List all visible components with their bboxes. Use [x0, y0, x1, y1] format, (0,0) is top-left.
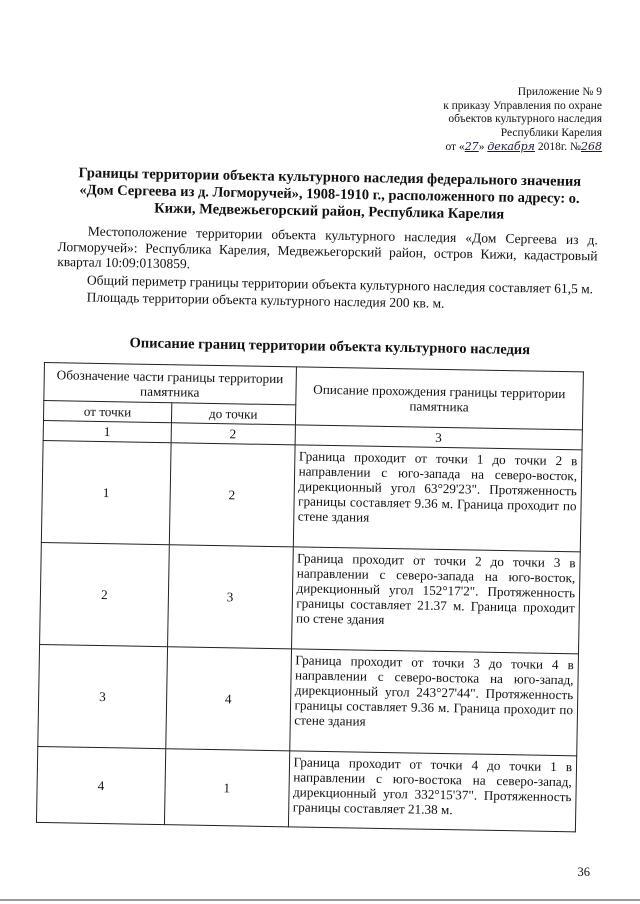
from-point-cell: 4: [36, 746, 165, 824]
table-row: [36, 746, 576, 831]
annex-date-year: 2018г. №: [537, 141, 581, 153]
annex-number: 268: [581, 140, 602, 153]
paragraph: Площадь территории объекта культурного наследия 200 кв. м.: [86, 289, 445, 311]
table-row: [41, 440, 582, 551]
document-body: [57, 223, 598, 316]
column-number: 1: [43, 420, 171, 442]
from-point-cell: 1: [41, 440, 171, 544]
annex-line: Приложение № 9: [517, 86, 602, 98]
document-title: Границы территории объекта культурного наследия федерального значения «Дом Сергеева из д. Логморучей», 1908-1910 г., расположенного по адресу: о. Кижи, Медвежьегорский район, Республика Карелия: [78, 165, 582, 223]
column-number: 3: [295, 425, 583, 450]
description-cell: Граница проходит от точки 1 до точки 2 в направлении с юго-запада на северо-восток, дирекционный угол 63°29'23". Протяженность границы составляет 9.36 м. Граница проходит по стене здания: [293, 445, 582, 552]
description-cell: Граница проходит от точки 4 до точки 1 в направлении с юго-востока на северо-запад, дирекционный угол 332°15'37". Протяженность границы составляет 21.38 м.: [288, 751, 577, 832]
paragraph: Местоположение территории объекта культурного наследия «Дом Сергеева из д. Логморучей»: Республика Карелия, Медвежьегорский район, остров Кижи, кадастровый квартал 10:09:0130859.: [57, 223, 598, 272]
annex-date-line: [382, 140, 602, 155]
from-point-cell: 2: [40, 542, 170, 646]
paragraph: Общий периметр границы территории объекта культурного наследия составляет 61,5 м.: [86, 272, 594, 296]
description-cell: Граница проходит от точки 3 до точки 4 в направлении с северо-востока на юго-запад, дирекционный угол 243°27'44". Протяженность границы составляет 9.36 м. Граница проходит по стене здания: [289, 649, 578, 756]
to-point-cell: 4: [166, 647, 292, 751]
annex-block: [382, 86, 602, 155]
header-group: Обозначение части границы территории памятника: [44, 363, 296, 405]
from-point-cell: 3: [38, 644, 168, 748]
header-description: Описание прохождения границы территории памятника: [295, 367, 583, 430]
annex-date-mid: »: [478, 141, 485, 153]
to-point-cell: 1: [164, 749, 289, 827]
annex-line: Республики Карелия: [500, 126, 602, 139]
annex-date-day: 27: [464, 140, 479, 153]
table-row: [38, 644, 579, 755]
boundaries-table: [36, 362, 584, 832]
page-number: 36: [577, 865, 590, 879]
annex-line: объектов культурного наследия: [448, 113, 602, 125]
table-title: Описание границ территории объекта культурного наследия: [129, 335, 531, 359]
annex-line: к приказу Управления по охране: [443, 99, 602, 112]
column-number: 2: [171, 423, 295, 445]
to-point-cell: 3: [167, 545, 293, 649]
annex-date-prefix: от «: [445, 141, 465, 153]
annex-date-month: декабря: [487, 140, 535, 153]
header-from-point: от точки: [43, 401, 171, 423]
bottom-divider: [0, 899, 640, 901]
to-point-cell: 2: [169, 443, 295, 547]
table-row: [40, 542, 581, 653]
description-cell: Граница проходит от точки 2 до точки 3 в направлении с северо-запада на юго-восток, дирекционный угол 152°17'2". Протяженность границы составляет 21.37 м. Граница проходит по стене здания: [291, 547, 580, 654]
header-to-point: до точки: [171, 403, 295, 425]
